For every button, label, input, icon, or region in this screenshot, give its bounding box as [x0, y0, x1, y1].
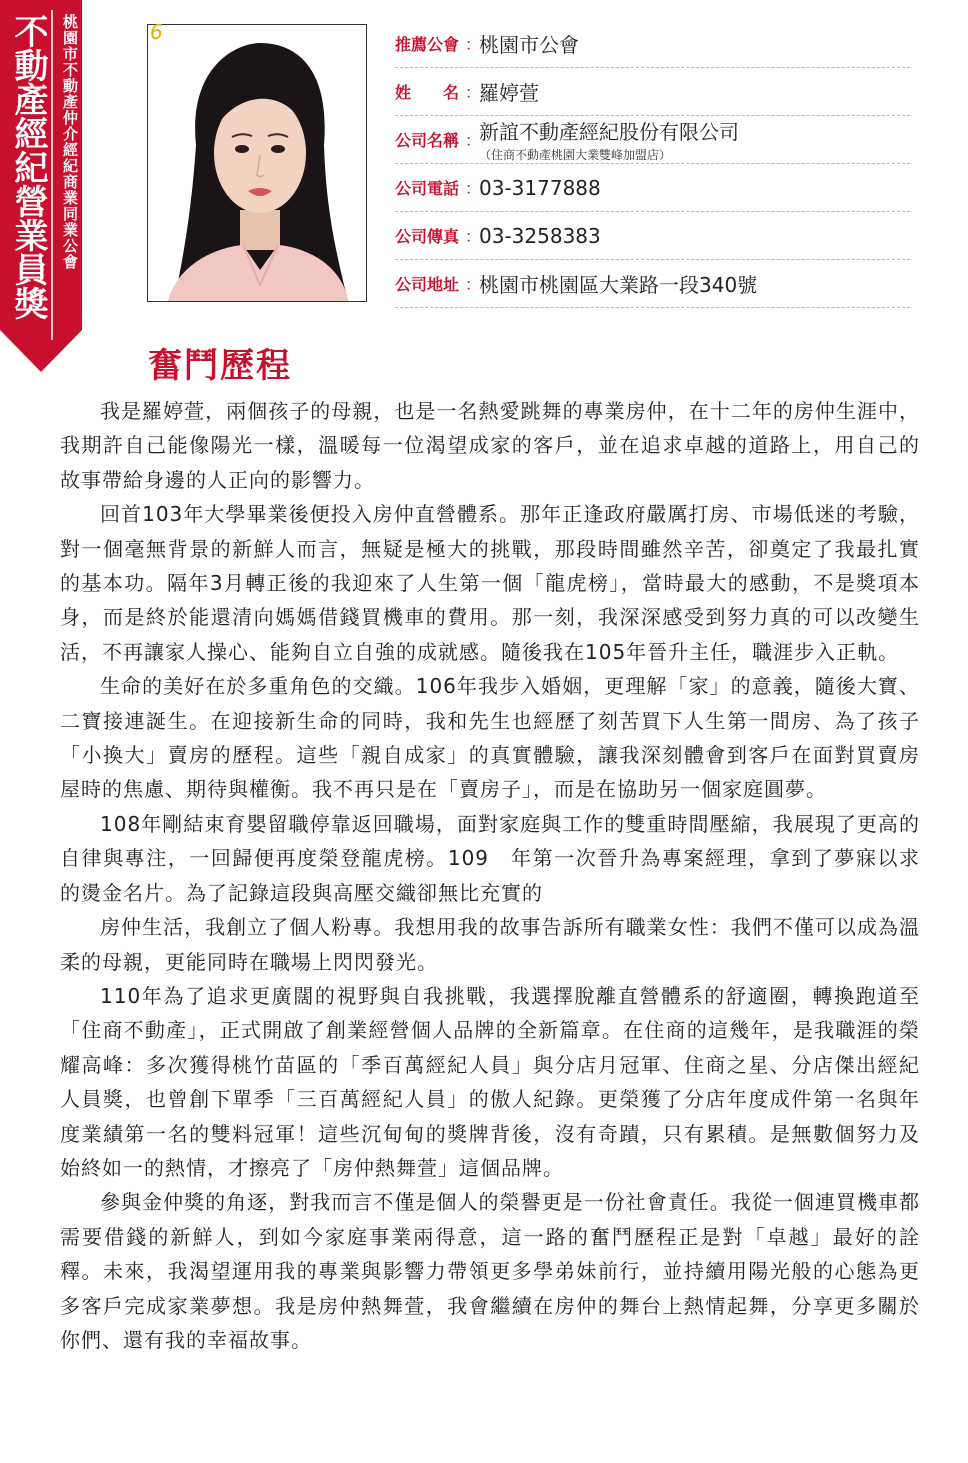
row-company-name — [395, 116, 910, 164]
story-paragraph: 參與金仲獎的角逐，對我而言不僅是個人的榮譽更是一份社會責任。我從一個連買機車都需要借錢的新鮮人，到如今家庭事業兩得意，這一路的奮鬥歷程正是對「卓越」最好的詮釋。未來，我渴望運用我的專業與影響力帶領更多學弟妹前行，並持續用陽光般的心態為更多客戶完成家業夢想。我是房仲熱舞萱，我會繼續在房仲的舞台上熱情起舞，分享更多關於你們、還有我的幸福故事。 — [60, 1190, 920, 1352]
portrait-photo — [147, 24, 367, 302]
row-recommending-association — [395, 20, 910, 68]
story-paragraph: 110年為了追求更廣闊的視野與自我挑戰，我選擇脫離直營體系的舒適圈，轉換跑道至「住商不動產」，正式開啟了創業經營個人品牌的全新篇章。在住商的這幾年，是我職涯的榮耀高峰：多次獲得桃竹苗區的「季百萬經紀人員」與分店月冠軍、住商之星、分店傑出經紀人員獎，也曾創下單季「三百萬經紀人員」的傲人紀錄。更榮獲了分店年度成件第一名與年度業績第一名的雙料冠軍！這些沉甸甸的獎牌背後，沒有奇蹟，只有累積。是無數個努力及始終如一的熱情，才擦亮了「房仲熱舞萱」這個品牌。 — [60, 983, 920, 1180]
colon: ： — [465, 275, 482, 294]
story-paragraph: 我是羅婷萱，兩個孩子的母親，也是一名熱愛跳舞的專業房仲，在十二年的房仲生涯中，我期許自己能像陽光一樣，溫暖每一位渴望成家的客戶，並在追求卓越的道路上，用自己的故事帶給身邊的人正向的影響力。 — [60, 399, 920, 492]
label-recommending-association: 推薦公會 — [395, 35, 460, 54]
colon: ： — [465, 131, 482, 150]
story-paragraph: 生命的美好在於多重角色的交織。106年我步入婚姻，更理解「家」的意義，隨後大寶、二寶接連誕生。在迎接新生命的同時，我和先生也經歷了刻苦買下人生第一間房、為了孩子「小換大」賣房的歷程。這些「親自成家」的真實體驗，讓我深刻體會到客戶在面對買賣房屋時的焦慮、期待與權衡。我不再只是在「賣房子」，而是在協助另一個家庭圓夢。 — [60, 674, 920, 802]
story-paragraph: 房仲生活，我創立了個人粉專。我想用我的故事告訴所有職業女性：我們不僅可以成為溫柔的母親，更能同時在職場上閃閃發光。 — [60, 915, 920, 974]
story-paragraph: 回首103年大學畢業後便投入房仲直營體系。那年正逢政府嚴厲打房、市場低迷的考驗，對一個毫無背景的新鮮人而言，無疑是極大的挑戰，那段時間雖然辛苦，卻奠定了我最扎實的基本功。隔年3月轉正後的我迎來了人生第一個「龍虎榜」，當時最大的感動，不是獎項本身，而是終於能還清向媽媽借錢買機車的費用。那一刻，我深深感受到努力真的可以改變生活，不再讓家人操心、能夠自立自強的成就感。隨後我在105年晉升主任，職涯步入正軌。 — [60, 502, 920, 664]
label-company-address: 公司地址 — [395, 275, 460, 294]
row-company-fax — [395, 212, 910, 260]
company-name-text: 新誼不動產經紀股份有限公司 — [479, 120, 739, 144]
value-name: 羅婷萱 — [479, 81, 539, 105]
label-company-name: 公司名稱 — [395, 131, 460, 150]
value-company-phone: 03-3177888 — [479, 175, 601, 200]
label-company-fax: 公司傳真 — [395, 227, 460, 246]
label-company-phone: 公司電話 — [395, 179, 460, 198]
photo-corner-mark: 6 — [150, 20, 163, 44]
value-company-name — [479, 116, 739, 163]
association-name: 桃園市不動產仲介經紀商業同業公會 — [61, 14, 79, 270]
story-body — [60, 394, 920, 1357]
company-branch-text: （住商不動產桃園大業雙峰加盟店） — [479, 148, 672, 162]
colon: ： — [465, 227, 482, 246]
portrait-image — [148, 25, 366, 301]
profile-info — [395, 20, 910, 308]
row-name — [395, 68, 910, 116]
award-banner — [0, 0, 82, 372]
row-company-phone — [395, 164, 910, 212]
award-title: 不動產經紀營業員獎 — [8, 14, 48, 320]
value-recommending-association: 桃園市公會 — [479, 33, 579, 57]
row-company-address — [395, 260, 910, 308]
value-company-fax: 03-3258383 — [479, 223, 601, 248]
story-paragraph: 108年剛結束育嬰留職停靠返回職場，面對家庭與工作的雙重時間壓縮，我展現了更高的自律與專注，一回歸便再度榮登龍虎榜。109 年第一次晉升為專案經理，拿到了夢寐以求的燙金名片。為了記錄這段與高壓交織卻無比充實的 — [60, 811, 920, 905]
section-heading: 奮鬥歷程 — [148, 346, 292, 386]
label-name: 姓 名 — [395, 83, 460, 102]
colon: ： — [465, 179, 482, 198]
value-company-address: 桃園市桃園區大業路一段340號 — [479, 273, 758, 297]
colon: ： — [465, 83, 482, 102]
colon: ： — [465, 35, 482, 54]
